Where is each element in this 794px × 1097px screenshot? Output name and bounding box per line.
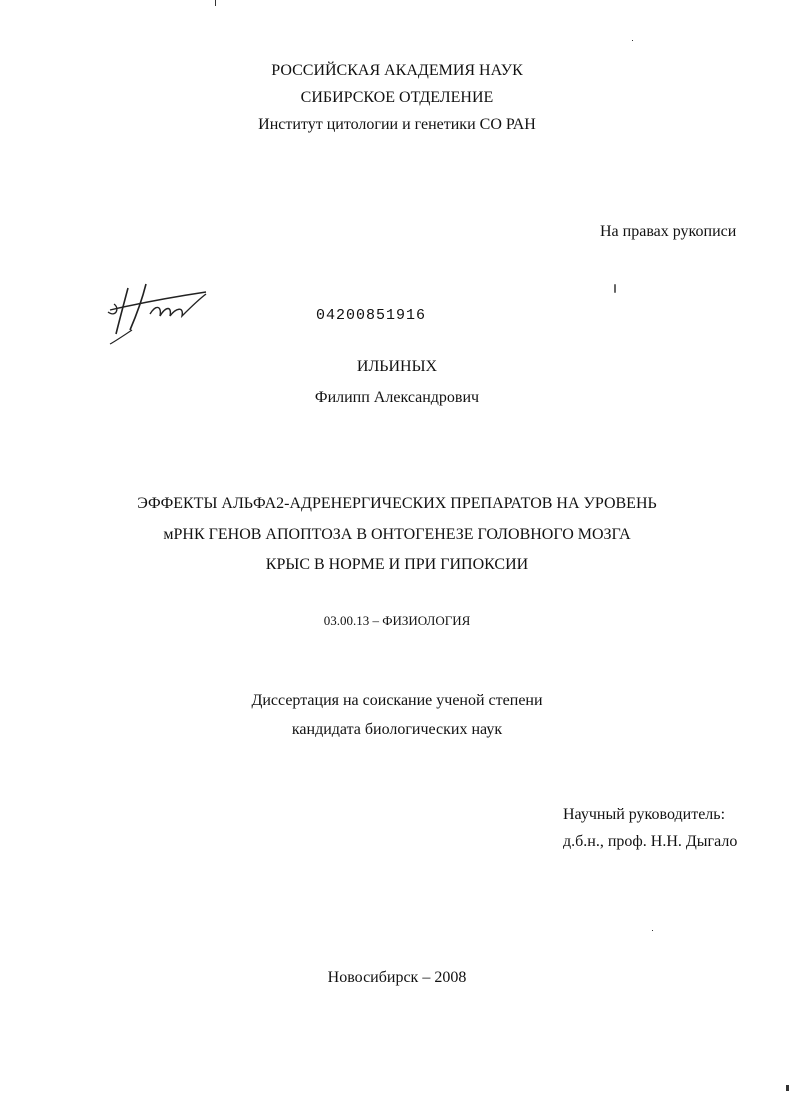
institute-name: Институт цитологии и генетики СО РАН xyxy=(258,116,536,133)
thesis-title-line-2: мРНК ГЕНОВ АПОПТОЗА В ОНТОГЕНЕЗЕ ГОЛОВНОГО МОЗГА xyxy=(163,526,631,543)
academy-name: РОССИЙСКАЯ АКАДЕМИЯ НАУК xyxy=(271,62,523,79)
specialty-code: 03.00.13 – ФИЗИОЛОГИЯ xyxy=(323,613,471,628)
degree-line-2: кандидата биологических наук xyxy=(291,721,503,738)
author-given-names: Филипп Александрович xyxy=(314,389,480,406)
scan-speck xyxy=(614,284,616,293)
serial-number: 04200851916 xyxy=(316,307,427,324)
supervisor-label: Научный руководитель: xyxy=(563,806,726,823)
rights-note: На правах рукописи xyxy=(600,223,737,240)
scan-speck xyxy=(632,40,633,41)
place-and-year: Новосибирск – 2008 xyxy=(327,969,467,986)
scan-speck xyxy=(786,1085,789,1091)
degree-line-1: Диссертация на соискание ученой степени xyxy=(251,692,543,709)
supervisor-name: д.б.н., проф. Н.Н. Дыгало xyxy=(563,833,738,850)
scan-speck xyxy=(652,930,653,931)
scan-speck xyxy=(215,0,216,6)
thesis-title-line-1: ЭФФЕКТЫ АЛЬФА2-АДРЕНЕРГИЧЕСКИХ ПРЕПАРАТОВ НА УРОВЕНЬ xyxy=(137,495,657,512)
branch-name: СИБИРСКОЕ ОТДЕЛЕНИЕ xyxy=(300,89,494,106)
handwritten-signature xyxy=(106,278,216,348)
author-surname: ИЛЬИНЫХ xyxy=(356,358,438,375)
thesis-title-line-3: КРЫС В НОРМЕ И ПРИ ГИПОКСИИ xyxy=(265,556,529,573)
